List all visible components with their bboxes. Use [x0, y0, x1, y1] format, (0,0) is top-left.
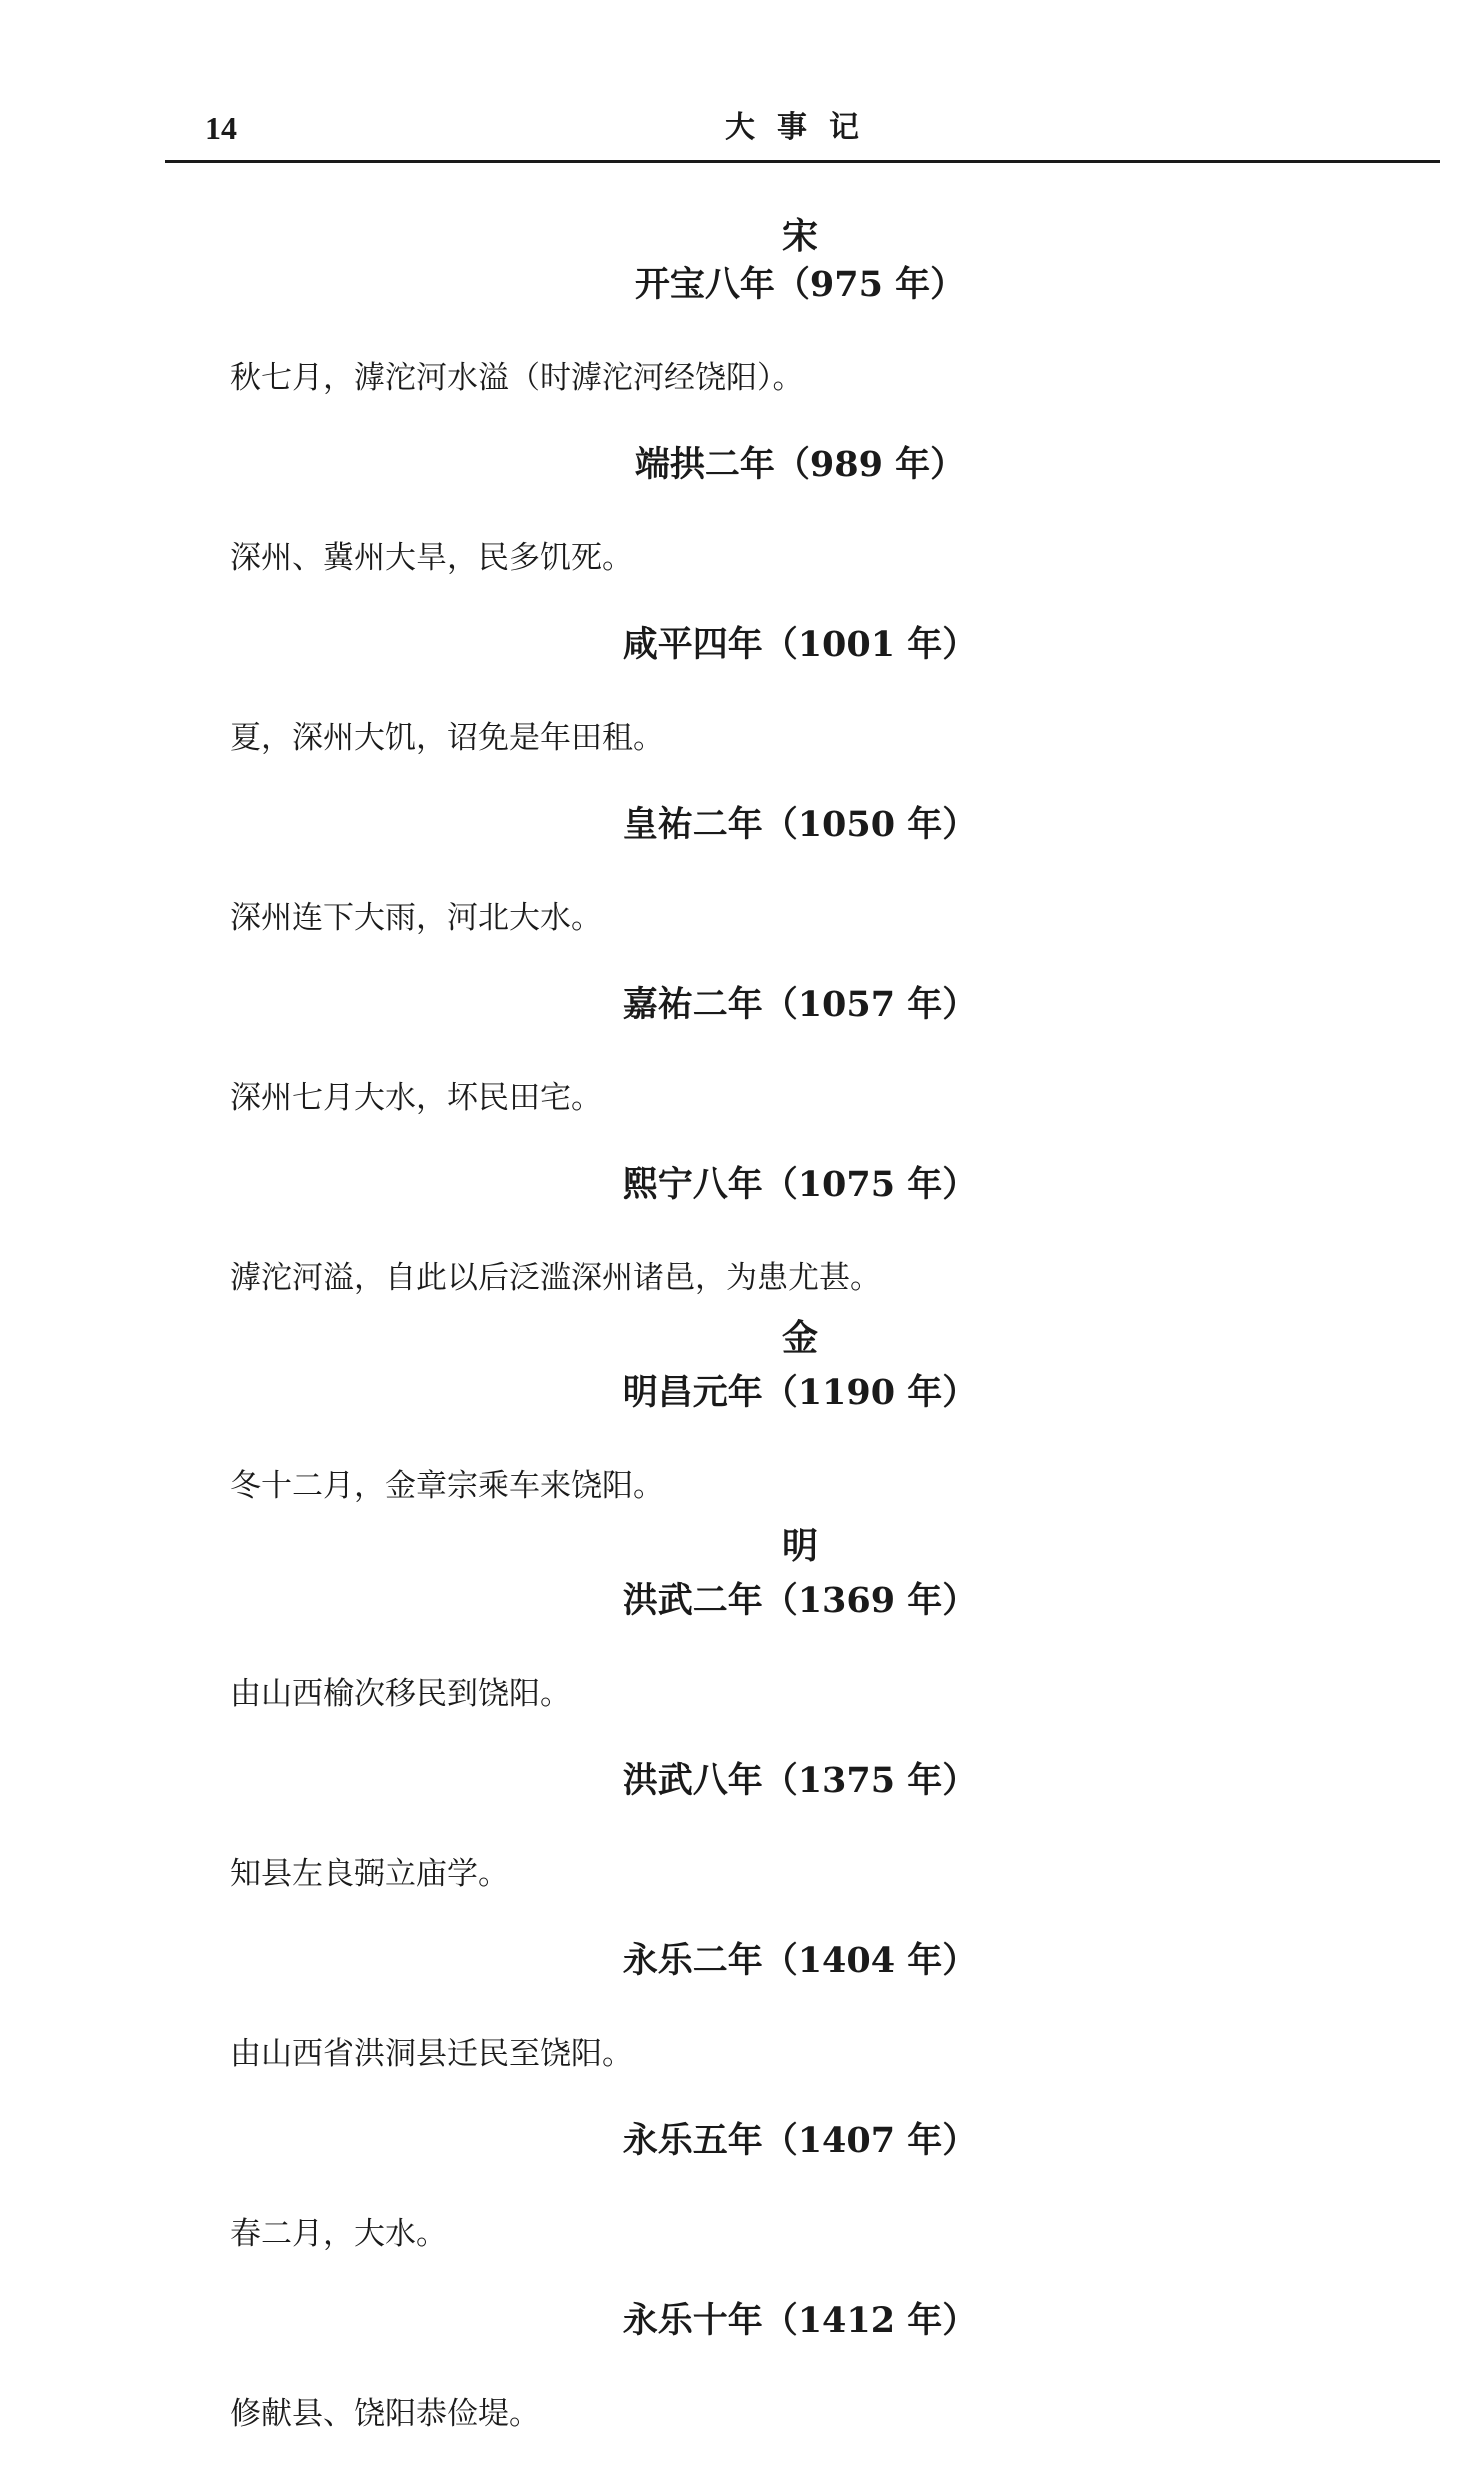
- year-heading: 嘉祐二年（1057 年）: [622, 984, 978, 1025]
- dynasty-heading: 金: [781, 1317, 818, 1359]
- chronicle-content: [230, 212, 1290, 2476]
- dynasty-heading: 宋: [781, 215, 818, 257]
- page-number: 14: [205, 110, 237, 146]
- year-heading: 洪武八年（1375 年）: [622, 1760, 978, 1801]
- year-heading: 明昌元年（1190 年）: [622, 1372, 978, 1413]
- event-entry: 春二月，大水。: [230, 2216, 447, 2252]
- year-heading: 洪武二年（1369 年）: [622, 1580, 978, 1621]
- dynasty-heading: 明: [781, 1525, 818, 1567]
- year-heading: 永乐二年（1404 年）: [622, 1940, 978, 1981]
- event-entry: 夏，深州大饥，诏免是年田租。: [230, 720, 664, 756]
- event-entry: 由山西榆次移民到饶阳。: [230, 1676, 571, 1712]
- running-title: 大事记: [725, 110, 881, 145]
- year-heading: 永乐五年（1407 年）: [622, 2120, 978, 2161]
- event-entry: 秋七月，滹沱河水溢（时滹沱河经饶阳）。: [230, 360, 804, 396]
- year-heading: 熙宁八年（1075 年）: [622, 1164, 978, 1205]
- year-heading: 端拱二年（989 年）: [634, 444, 966, 485]
- header-rule: [165, 160, 1440, 163]
- year-heading: 皇祐二年（1050 年）: [622, 804, 978, 845]
- event-entry: 深州连下大雨，河北大水。: [230, 900, 602, 936]
- event-entry: 由山西省洪洞县迁民至饶阳。: [230, 2036, 633, 2072]
- event-entry: 深州、冀州大旱，民多饥死。: [230, 540, 633, 576]
- year-heading: 开宝八年（975 年）: [634, 264, 966, 305]
- event-entry: 知县左良弼立庙学。: [230, 1856, 509, 1892]
- event-entry: 修献县、饶阳恭俭堤。: [230, 2396, 540, 2432]
- page-header: [165, 108, 1440, 160]
- event-entry: 深州七月大水，坏民田宅。: [230, 1080, 602, 1116]
- event-entry: 冬十二月，金章宗乘车来饶阳。: [230, 1468, 664, 1504]
- year-heading: 永乐十年（1412 年）: [622, 2300, 978, 2341]
- year-heading: 咸平四年（1001 年）: [622, 624, 978, 665]
- event-entry: 滹沱河溢，自此以后泛滥深州诸邑，为患尤甚。: [230, 1260, 881, 1296]
